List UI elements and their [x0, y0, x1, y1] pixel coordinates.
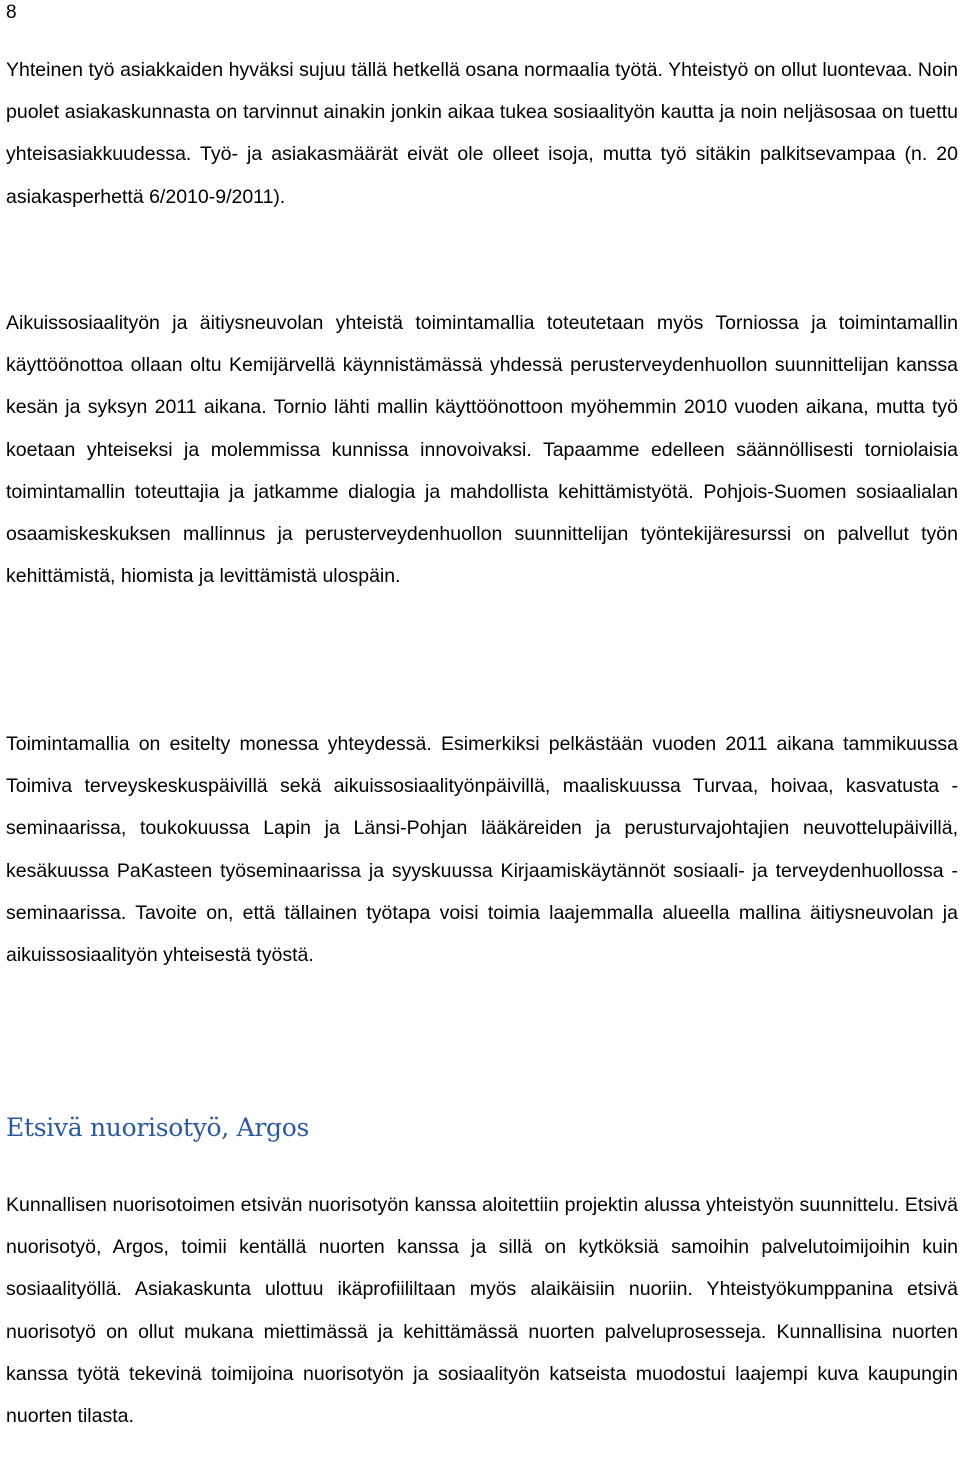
- page-number: 8: [6, 2, 17, 23]
- section-heading-argos: Etsivä nuorisotyö, Argos: [6, 1113, 309, 1142]
- paragraph-cooperation: Yhteinen työ asiakkaiden hyväksi sujuu tällä hetkellä osana normaalia työtä. Yhteistyö on ollut luontevaa. Noin puolet asiakaskunnasta on tarvinnut ainakin jonkin aikaa tukea sosiaalityön kautta ja noin neljäsosaa on tuettu yhteisasiakkuudessa. Työ- ja asiakasmäärät eivät ole olleet isoja, mutta työ sitäkin palkitsevampaa (n. 20 asiakasperhettä 6/2010-9/2011).: [6, 59, 958, 208]
- paragraph-presentations: Toimintamallia on esitelty monessa yhteydessä. Esimerkiksi pelkästään vuoden 2011 aikana tammikuussa Toimiva terveyskeskuspäivillä sekä aikuissosiaalityönpäivillä, maaliskuussa Turvaa, hoivaa, kasvatusta -seminaarissa, toukokuussa Lapin ja Länsi-Pohjan lääkäreiden ja perusturvajohtajien neuvottelupäivillä, kesäkuussa PaKasteen työseminaarissa ja syyskuussa Kirjaamiskäytännöt sosiaali- ja terveydenhuollossa -seminaarissa. Tavoite on, että tällainen työtapa voisi toimia laajemmalla alueella mallina äitiysneuvolan ja aikuissosiaalityön yhteisestä työstä.: [6, 733, 958, 967]
- paragraph-tornio-kemijarvi: Aikuissosiaalityön ja äitiysneuvolan yhteistä toimintamallia toteutetaan myös Torniossa ja toimintamallin käyttöönottoa ollaan oltu Kemijärvellä käynnistämässä yhdessä perusterveydenhuollon suunnittelijan kanssa kesän ja syksyn 2011 aikana. Tornio lähti mallin käyttöönottoon myöhemmin 2010 vuoden aikana, mutta työ koetaan yhteiseksi ja molemmissa kunnissa innovoivaksi. Tapaamme edelleen säännöllisesti torniolaisia toimintamallin toteuttajia ja jatkamme dialogia ja mahdollista kehittämistyötä. Pohjois-Suomen sosiaalialan osaamiskeskuksen mallinnus ja perusterveydenhuollon suunnittelijan työntekijäresurssi on palvellut työn kehittämistä, hiomista ja levittämistä ulospäin.: [6, 312, 958, 588]
- paragraph-youth-work: Kunnallisen nuorisotoimen etsivän nuorisotyön kanssa aloitettiin projektin alussa yhteistyön suunnittelu. Etsivä nuorisotyö, Argos, toimii kentällä nuorten kanssa ja sillä on kytköksiä samoihin palvelutoimijoihin kuin sosiaalityöllä. Asiakaskunta ulottuu ikäprofiililtaan myös alaikäisiin nuoriin. Yhteistyökumppanina etsivä nuorisotyö on ollut mukana miettimässä ja kehittämässä nuorten palveluprosesseja. Kunnallisina nuorten kanssa työtä tekevinä toimijoina nuorisotyön ja sosiaalityön katseista muodostui laajempi kuva kaupungin nuorten tilasta.: [6, 1194, 958, 1428]
